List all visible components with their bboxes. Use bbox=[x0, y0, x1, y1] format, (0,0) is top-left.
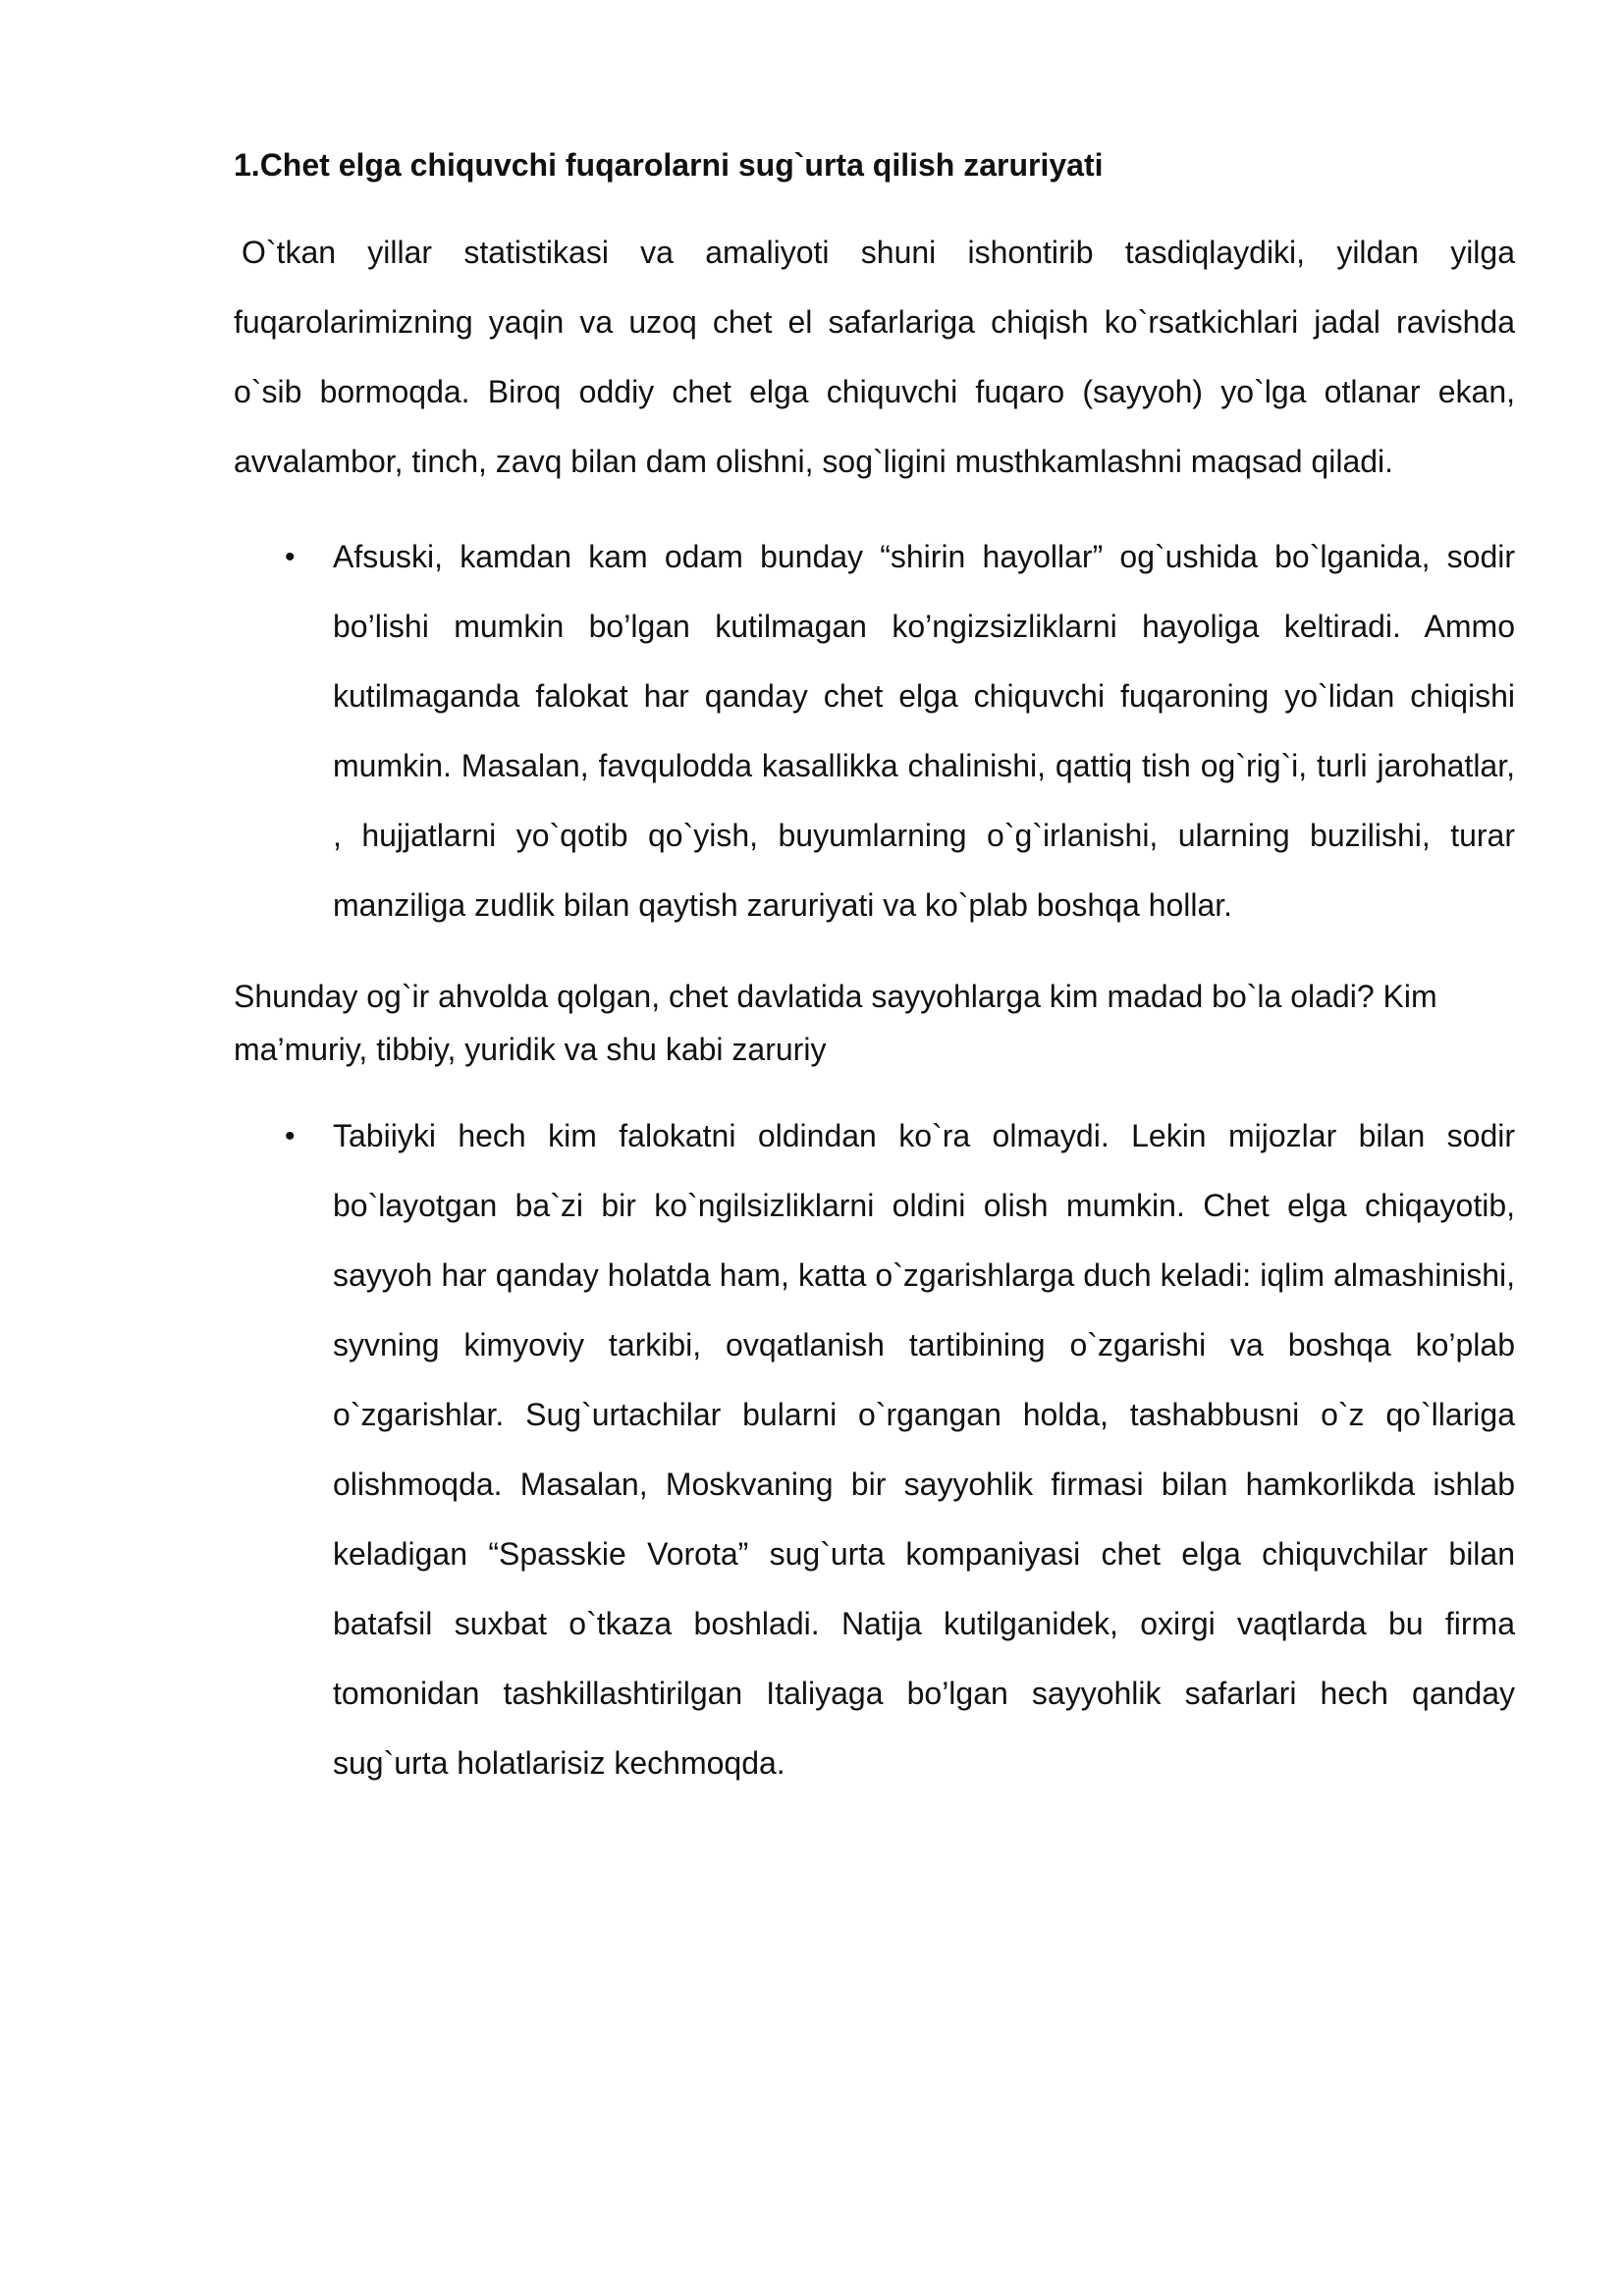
intro-paragraph: O`tkan yillar statistikasi va amaliyoti shuni ishontirib tasdiqlaydiki, yildan yilga fuqarolarimizning yaqin va uzoq chet el safarlariga chiqish ko`rsatkichlari jadal ravishda o`sib bormoqda. Biroq oddiy chet elga chiquvchi fuqaro (sayyoh) yo`lga otlanar ekan, avvalambor, tinch, zavq bilan dam olishni, sog`ligini musthkamlashni maqsad qiladi. bbox=[234, 235, 1515, 479]
list-item bbox=[234, 1101, 1515, 1798]
document-page bbox=[234, 145, 1515, 1798]
question-paragraph: Shunday og`ir ahvolda qolgan, chet davlatida sayyohlarga kim madad bo`la oladi? Kim ma’muriy, tibbiy, yuridik va shu kabi zaruriy bbox=[234, 979, 1437, 1067]
list-item bbox=[234, 522, 1515, 940]
bullet-list-2 bbox=[234, 1101, 1515, 1798]
bullet-icon: • bbox=[285, 1120, 296, 1152]
bullet-text: Afsuski, kamdan kam odam bunday “shirin hayollar” og`ushida bo`lganida, sodir bo’lishi mumkin bo’lgan kutilmagan ko’ngizsizliklarni hayoliga keltiradi. Ammo kutilmaganda falokat har qanday chet elga chiquvchi fuqaroning yo`lidan chiqishi mumkin. Masalan, favqulodda kasallikka chalinishi, qattiq tish og`rig`i, turli jarohatlar, , hujjatlarni yo`qotib qo`yish, buyumlarning o`g`irlanishi, ularning buzilishi, turar manziliga zudlik bilan qaytish zaruriyati va ko`plab boshqa hollar. bbox=[333, 539, 1515, 923]
section-heading: 1.Chet elga chiquvchi fuqarolarni sug`urta qilish zaruriyati bbox=[234, 147, 1104, 183]
bullet-text: Tabiiyki hech kim falokatni oldindan ko`ra olmaydi. Lekin mijozlar bilan sodir bo`layotgan ba`zi bir ko`ngilsizliklarni oldini olish mumkin. Chet elga chiqayotib, sayyoh har qanday holatda ham, katta o`zgarishlarga duch keladi: iqlim almashinishi, syvning kimyoviy tarkibi, ovqatlanish tartibining o`zgarishi va boshqa ko’plab o`zgarishlar. Sug`urtachilar bularni o`rgangan holda, tashabbusni o`z qo`llariga olishmoqda. Masalan, Moskvaning bir sayyohlik firmasi bilan hamkorlikda ishlab keladigan “Spasskie Vorota” sug`urta kompaniyasi chet elga chiquvchilar bilan batafsil suxbat o`tkaza boshladi. Natija kutilganidek, oxirgi vaqtlarda bu firma tomonidan tashkillashtirilgan Italiyaga bo’lgan sayyohlik safarlari hech qanday sug`urta holatlarisiz kechmoqda. bbox=[333, 1118, 1515, 1781]
bullet-icon: • bbox=[285, 541, 296, 573]
bullet-list-1 bbox=[234, 522, 1515, 940]
